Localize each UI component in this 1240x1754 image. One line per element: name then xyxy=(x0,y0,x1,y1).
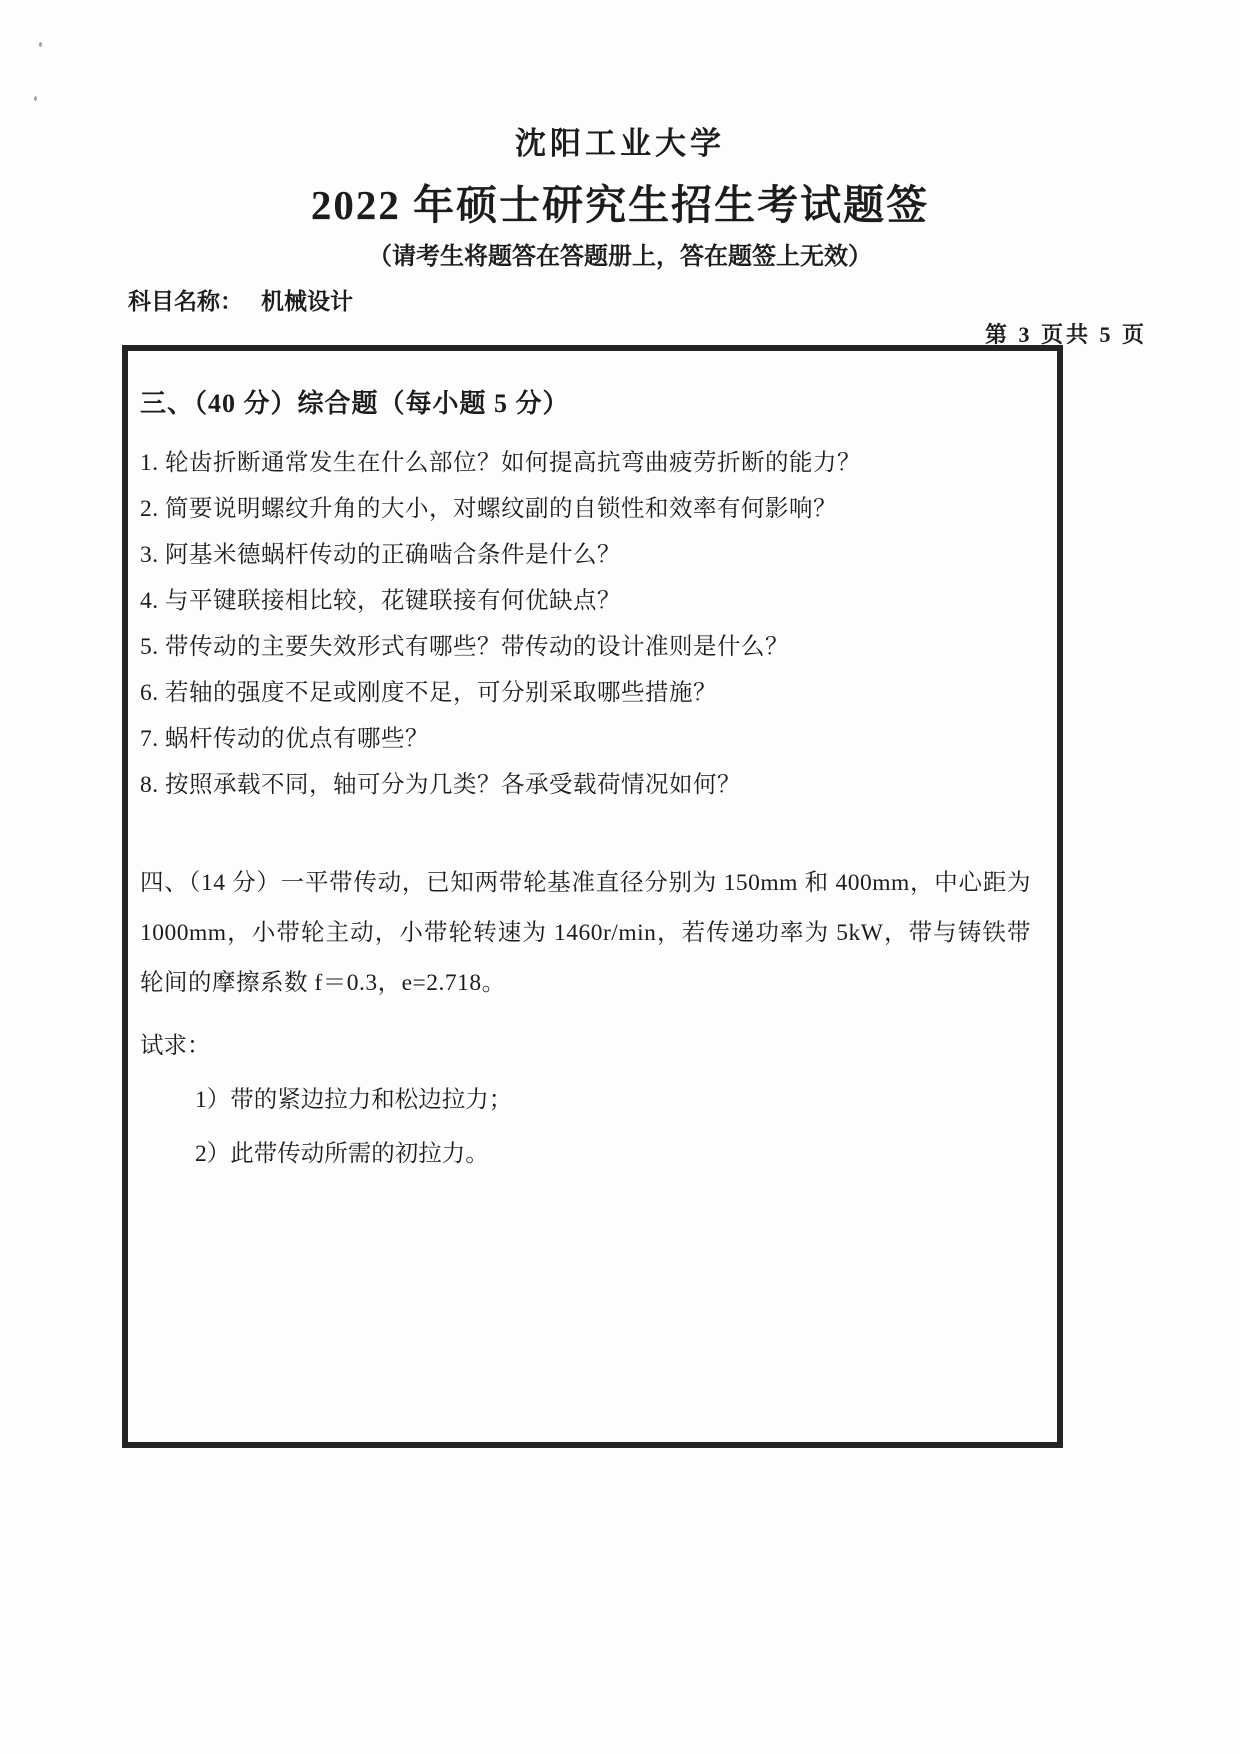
page-number: 第 3 页共 5 页 xyxy=(985,322,1148,347)
question-6: 6. 若轴的强度不足或刚度不足，可分别采取哪些措施？ xyxy=(140,680,717,706)
subject-row xyxy=(128,283,353,316)
question-4: 4. 与平键联接相比较，花键联接有何优缺点？ xyxy=(140,588,621,614)
subject-value: 机械设计 xyxy=(261,289,353,314)
question-5: 5. 带传动的主要失效形式有哪些？带传动的设计准则是什么？ xyxy=(140,634,789,660)
question-1: 1. 轮齿折断通常发生在什么部位？如何提高抗弯曲疲劳折断的能力？ xyxy=(140,450,861,476)
question-frame-inner xyxy=(126,349,1059,1444)
section4-problem: 四、（14 分）一平带传动，已知两带轮基准直径分别为 150mm 和 400mm，中心距为 1000mm，小带轮主动，小带轮转速为 1460r/min，若传递功率为 5kW，带与铸铁带轮间的摩擦系数 f＝0.3，e=2.718。 xyxy=(140,870,1031,996)
subject-label: 科目名称： xyxy=(128,289,243,314)
question-7: 7. 蜗杆传动的优点有哪些？ xyxy=(140,726,429,752)
question-8: 8. 按照承载不同，轴可分为几类？各承受载荷情况如何？ xyxy=(140,772,741,798)
section4-item-2: 2）此带传动所需的初拉力。 xyxy=(195,1141,489,1167)
question-frame xyxy=(122,345,1063,1448)
question-2: 2. 简要说明螺纹升角的大小，对螺纹副的自锁性和效率有何影响？ xyxy=(140,496,837,522)
scan-artifact xyxy=(39,42,42,47)
question-3: 3. 阿基米德蜗杆传动的正确啮合条件是什么？ xyxy=(140,542,621,568)
section4-item-1: 1）带的紧边拉力和松边拉力； xyxy=(195,1087,513,1113)
scan-artifact xyxy=(34,96,37,101)
section4-ask-label: 试求： xyxy=(140,1033,211,1059)
section3-heading: 三、（40 分）综合题（每小题 5 分） xyxy=(140,389,570,418)
answer-notice: （请考生将题答在答题册上，答在题签上无效） xyxy=(368,244,872,270)
exam-title: 2022 年硕士研究生招生考试题签 xyxy=(310,182,930,228)
university-name: 沈阳工业大学 xyxy=(515,126,725,161)
